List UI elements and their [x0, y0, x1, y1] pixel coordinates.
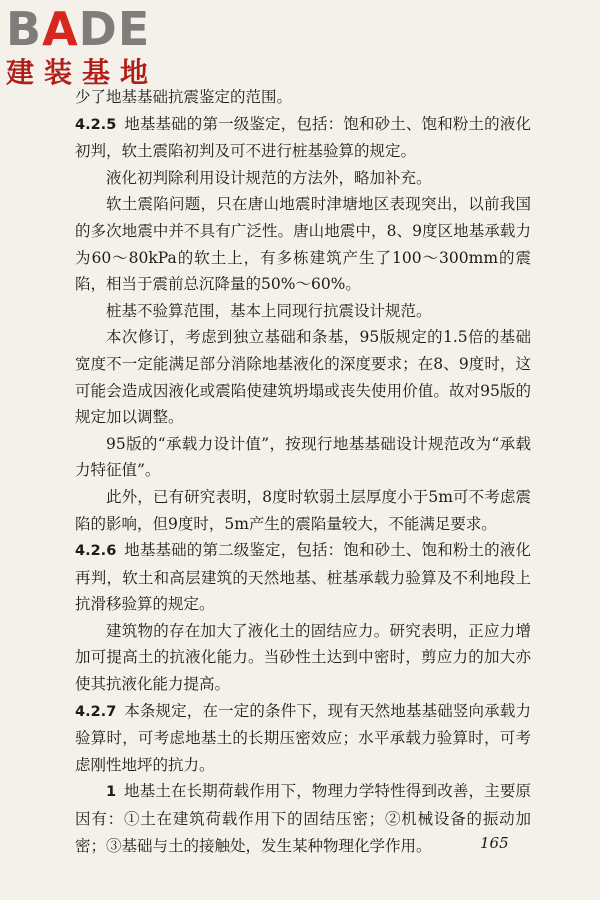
clause-number: 4.2.6 [75, 543, 117, 560]
item-number: 1 [106, 784, 117, 801]
logo-letter-b: B [6, 2, 43, 56]
paragraph-2 [75, 165, 531, 192]
paragraph-6 [75, 431, 531, 484]
paragraph-text: 液化初判除利用设计规范的方法外，略加补充。 [106, 168, 432, 187]
logo-wordmark [6, 4, 158, 54]
clause-number: 4.2.7 [75, 703, 117, 720]
clause-4-2-6 [75, 537, 531, 618]
paragraph-text: 此外，已有研究表明，8度时软弱土层厚度小于5m可不考虑震陷的影响，但9度时，5m产生的震陷量较大，不能满足要求。 [75, 487, 531, 533]
paragraph-text: 桩基不验算范围，基本上同现行抗震设计规范。 [106, 301, 432, 320]
item-1 [75, 778, 531, 859]
logo-letter-a: A [42, 2, 79, 56]
bade-logo [6, 4, 158, 90]
paragraph-5 [75, 324, 531, 430]
clause-4-2-7 [75, 698, 531, 779]
paragraph-text: 本次修订，考虑到独立基础和条基，95版规定的1.5倍的基础宽度不一定能满足部分消除地基液化的深度要求；在8、9度时，这可能会造成因液化或震陷使建筑坍塌或丧失使用价值。故对95版的规定加以调整。 [75, 328, 531, 427]
clause-number: 4.2.5 [75, 116, 117, 133]
page-body [75, 84, 531, 859]
paragraph-text: 建筑物的存在加大了液化土的固结应力。研究表明，正应力增加可提高土的抗液化能力。当砂性土达到中密时，剪应力的加大亦使其抗液化能力提高。 [75, 621, 531, 694]
clause-4-2-5 [75, 111, 531, 165]
paragraph-9 [75, 618, 531, 698]
paragraph-text: 地基基础的第一级鉴定，包括：饱和砂土、饱和粉土的液化初判，软土震陷初判及可不进行桩基验算的规定。 [75, 114, 531, 161]
paragraph-7 [75, 484, 531, 537]
paragraph-text: 地基基础的第二级鉴定，包括：饱和砂土、饱和粉土的液化再判，软土和高层建筑的天然地基、桩基承载力验算及不利地段上抗滑移验算的规定。 [75, 541, 531, 614]
logo-letters-de: DE [78, 2, 151, 56]
paragraph-3 [75, 191, 531, 297]
paragraph-0 [75, 84, 531, 111]
page-number: 165 [480, 834, 509, 852]
paragraph-text: 软土震陷问题，只在唐山地震时津塘地区表现突出，以前我国的多次地震中并不具有广泛性。唐山地震中，8、9度区地基承载力为60～80kPa的软土上，有多栋建筑产生了100～300mm的震陷，相当于震前总沉降量的50%～60%。 [75, 195, 531, 294]
paragraph-4 [75, 298, 531, 325]
paragraph-text: 本条规定，在一定的条件下，现有天然地基基础竖向承载力验算时，可考虑地基土的长期压密效应；水平承载力验算时，可考虑刚性地坪的抗力。 [75, 701, 531, 774]
paragraph-text: 95版的“承载力设计值”，按现行地基基础设计规范改为“承载力特征值”。 [75, 434, 531, 480]
logo-subtitle: 建装基地 [6, 56, 159, 89]
paragraph-text: 地基土在长期荷载作用下，物理力学特性得到改善，主要原因有：①土在建筑荷载作用下的固结压密；②机械设备的振动加密；③基础与土的接触处，发生某种物理化学作用。 [75, 782, 531, 855]
paragraph-text: 少了地基基础抗震鉴定的范围。 [75, 88, 293, 106]
